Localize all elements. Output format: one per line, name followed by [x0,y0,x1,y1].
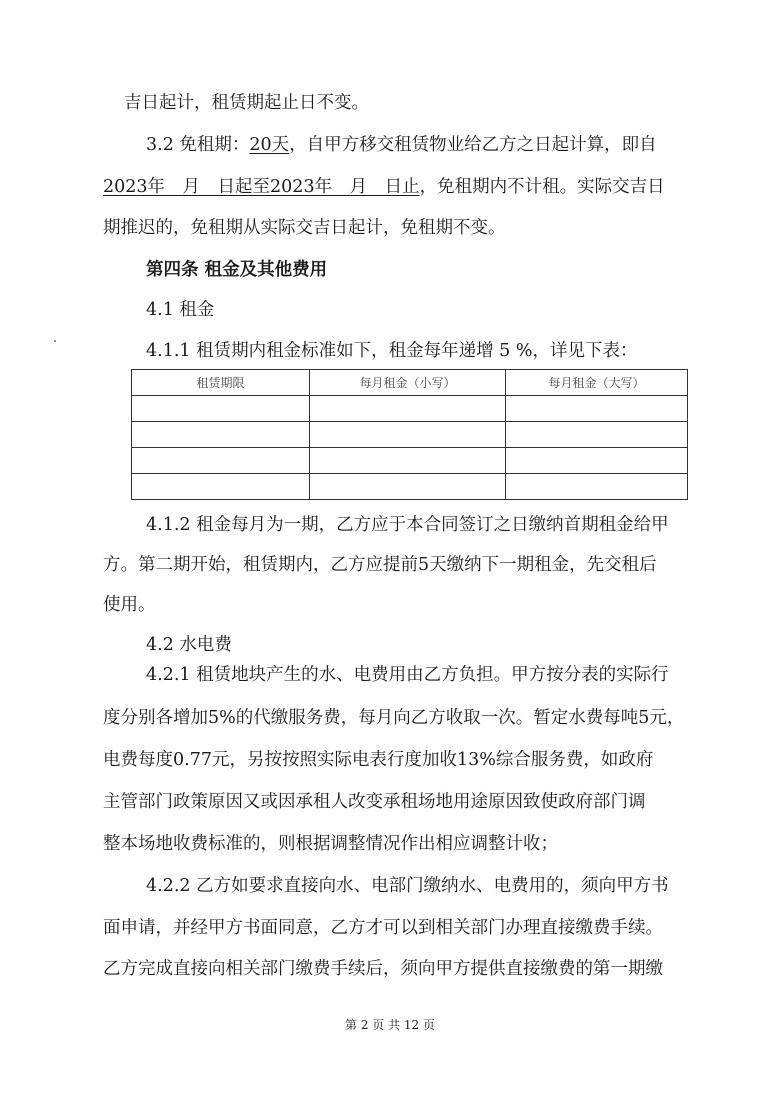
table-row [132,474,688,500]
text-line [103,175,665,199]
table-cell [132,396,310,422]
text-line: 4.1.2 租金每月为一期，乙方应于本合同签订之日缴纳首期租金给甲 [146,515,669,535]
table-row [132,396,688,422]
text-line [146,133,657,157]
section-heading: 第四条 租金及其他费用 [146,260,328,280]
text-line: 整本场地收费标准的，则根据调整情况作出相应调整计收； [103,834,558,854]
text-line: 度分别各增加5%的代缴服务费，每月向乙方收取一次。暂定水费每吨5元， [103,708,685,728]
text-line: 电费每度0.77元，另按按照实际电表行度加收13%综合服务费，如政府 [103,750,654,770]
clause-label: 3.2 免租期： [146,135,250,155]
page-number-footer: 第 2 页 共 12 页 [345,1018,435,1032]
text-line: 4.2.1 租赁地块产生的水、电费用由乙方负担。甲方按分表的实际行 [146,665,669,685]
text-line: 4.2.2 乙方如要求直接向水、电部门缴纳水、电费用的，须向甲方书 [146,876,669,896]
table-cell [310,396,506,422]
table-cell [310,448,506,474]
text-line: 吉日起计，租赁期起止日不变。 [124,93,369,113]
text-line: 主管部门政策原因又或因承租人改变承租场地用途原因致使政府部门调 [103,792,646,812]
rent-free-days: 20天 [249,135,290,155]
table-header: 每月租金（大写） [506,370,688,396]
table-cell [506,474,688,500]
subsection-heading: 4.2 水电费 [146,635,232,655]
clause-text: ，自甲方移交租赁物业给乙方之日起计算，即自 [289,135,657,155]
table-cell [506,448,688,474]
scan-speck [54,340,56,342]
table-cell [132,474,310,500]
table-header: 每月租金（小写） [310,370,506,396]
clause-text: ，免租期内不计租。实际交吉日 [419,177,665,197]
text-line: 使用。 [103,595,156,615]
text-line: 乙方完成直接向相关部门缴费手续后，须向甲方提供直接缴费的第一期缴 [103,959,663,979]
table-cell [506,396,688,422]
subsection-heading: 4.1 租金 [146,300,215,320]
table-header-row [132,370,688,396]
table-cell [506,422,688,448]
text-line: 面申请，并经甲方书面同意，乙方才可以到相关部门办理直接缴费手续。 [103,918,663,938]
table-row [132,422,688,448]
table-cell [310,422,506,448]
table-cell [132,422,310,448]
text-line: 4.1.1 租赁期内租金标准如下，租金每年递增 5 %，详见下表： [146,341,638,361]
rent-table [131,369,688,500]
rent-free-period: 2023年 月 日起至2023年 月 日止 [103,177,420,197]
table-header: 租赁期限 [132,370,310,396]
text-line: 期推迟的，免租期从实际交吉日起计，免租期不变。 [103,218,506,238]
table-cell [310,474,506,500]
table-row [132,448,688,474]
text-line: 方。第二期开始，租赁期内，乙方应提前5天缴纳下一期租金，先交租后 [103,555,657,575]
table-cell [132,448,310,474]
